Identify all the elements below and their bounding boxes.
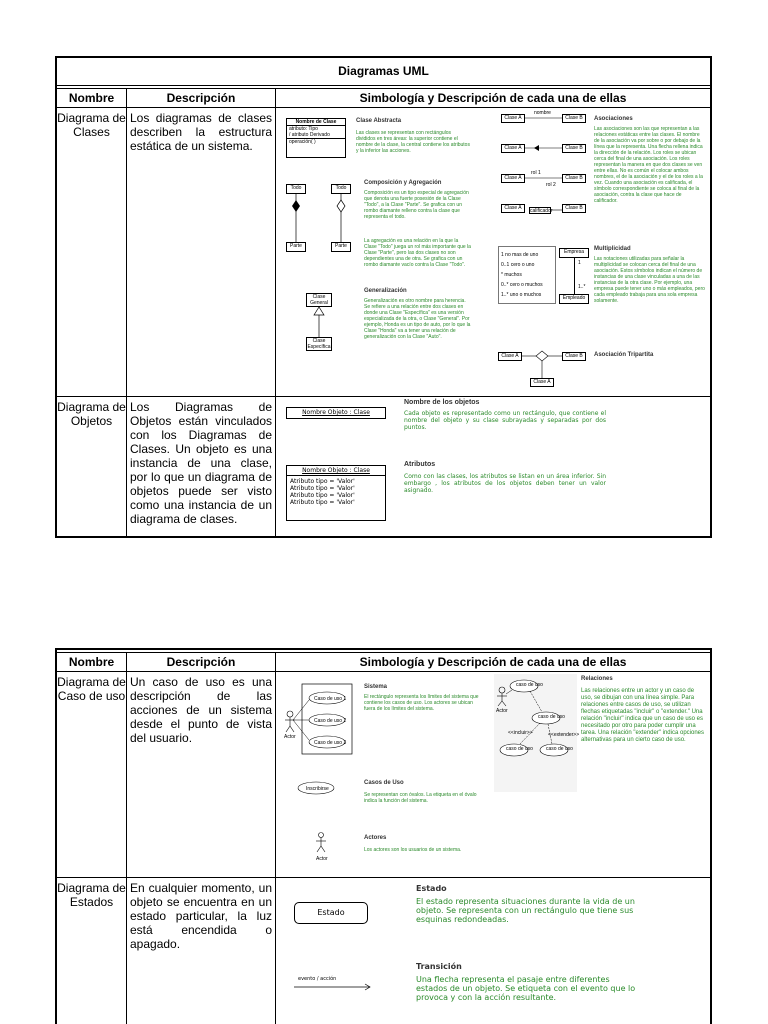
actores-text: Los actores son los usuarios de un sistema.	[364, 847, 462, 853]
tri-clase-a-bottom: Clase A	[530, 378, 554, 387]
uml-table-2	[55, 648, 712, 1024]
assoc-rol1: rol 1	[531, 170, 541, 176]
use-case-oval-label: Inscribirse	[306, 786, 329, 792]
object-attributes-box: Nombre Objeto : Clase Atributo tipo = 'Valor' Atributo tipo = 'Valor' Atributo tipo = 'Valor' Atributo tipo = 'Valor'	[286, 465, 386, 521]
sistema-heading: Sistema	[364, 684, 388, 690]
assoc-clase-a-3: Clase A	[501, 174, 525, 183]
object-diagram-figure	[276, 397, 710, 538]
assoc-calificador: calificador	[530, 208, 553, 214]
generalization-text: Generalización es otro nombre para herencia. Se refiere a una relación entre dos clases en donde una Clase "Específica" es una versión especializada de la otra, o Clase "General". Por ejemplo, Honda es un tipo de auto, por lo que la Clase "Honda" va a tener una relación de generalización con la Clase "Auto".	[364, 298, 471, 340]
row-description: En cualquier momento, un objeto se encuentra en un estado particular, la luz está encendida o apagado.	[127, 878, 276, 1024]
object-name-text: Cada objeto es representado como un rectángulo, que contiene el nombre del objeto y su clase subrayadas y separadas por dos puntos.	[404, 410, 606, 431]
clase-especifica-box: Clase Específica	[307, 338, 331, 350]
row-name: Diagrama de Objetos	[57, 397, 127, 538]
assoc-clase-a-4: Clase A	[501, 204, 525, 213]
rel-incluir-label: <<incluir>>	[508, 730, 533, 736]
rel-caso-label-3: caso de uso	[506, 746, 533, 752]
tri-clase-b: Clase B	[562, 352, 586, 361]
rel-caso-label-1: caso de uso	[516, 682, 543, 688]
generalization-arrow	[306, 307, 332, 337]
assoc-clase-b-1: Clase B	[562, 114, 586, 123]
table-header-row	[57, 88, 710, 108]
object-name-heading: Nombre de los objetos	[404, 399, 480, 406]
relaciones-text: Las relaciones entre un actor y un caso de uso, se dibujan con una línea simple. Para relaciones entre casos de uso, se utilizan flechas etiquetadas "incluir" o "extender." Una relación "incluir" indica que un caso de uso es necesitado por otro para poder cumplir una tarea. Una relación "extender" indica opciones alternativas para un cierto caso de uso.	[581, 688, 704, 743]
tri-clase-a: Clase A	[498, 352, 522, 361]
use-case-figure	[276, 672, 710, 877]
todo-box-2: Todo	[331, 184, 351, 194]
use-case-2-label: Caso de uso 2	[314, 718, 347, 724]
row-description: Los Diagramas de Objetos están vinculados con los Diagramas de Clases. Un objeto es una instancia de una clase, por lo que un diagrama de objetos puede ser visto como una instancia de un diagrama de clases.	[127, 397, 276, 538]
table-header-row	[57, 652, 710, 672]
parte-box-2: Parte	[331, 242, 351, 252]
empleado-box: Empleado	[559, 294, 589, 304]
assoc-rol2: rol 2	[546, 182, 556, 188]
clase-general-box: Clase General	[306, 293, 332, 307]
row-name: Diagrama de Estados	[57, 878, 127, 1024]
rel-caso-label-2: caso de uso	[538, 714, 565, 720]
abstract-text: Las clases se representan con rectángulos divididos en tres áreas: la superior contiene el nombre de la clase, la central contiene los atributos y la inferior las acciones.	[356, 130, 470, 154]
table-row-objetos	[57, 397, 710, 538]
rel-extender-label: <<extender>>	[548, 732, 580, 738]
row-description: Un caso de uso es una descripción de las acciones de un sistema desde el punto de vista del usuario.	[127, 672, 276, 877]
abstract-heading: Clase Abstracta	[356, 118, 402, 124]
aggregation-text: La agregación es una relación en la que la Clase "Todo" juega un rol más importante que la Clase "Parte", pero las dos clases no son dependientes una de otra. Se grafica con un rombo diamante vacío contra la Clase "Todo".	[364, 238, 471, 268]
assoc-clase-b-2: Clase B	[562, 144, 586, 153]
parte-box-1: Parte	[286, 242, 306, 252]
actor-icon	[314, 832, 328, 856]
assoc-lines	[525, 116, 562, 216]
class-box: Nombre de Clase atributo: Tipo / atributo Derivado operación( )	[286, 118, 346, 158]
actor-icon-label: Actor	[316, 856, 328, 862]
class-diagram-figure: Nombre de Clase atributo: Tipo / atributo Derivado operación( ) Clase Abstracta Las clases se representan con rectángulos divididos en tres áreas: la superior contiene el nombre de la clase, la central contiene los atributos y la inferior las acciones. Todo Todo Parte Parte Composición y Agregación Composición es un tipo especial de agregación que denota una fuerte posesión de la Clase "Todo", a la Clase "Parte". Se grafica con un rombo diamante relleno contra la clase que representa el todo. La agregación es una relación en la que la Clase "Todo" juega un rol más importante que la Clase "Parte", pero las dos clases no son dependientes una de otra. Se grafica con un rombo diamante vacío contra la Clase "Todo". Clase General Clase Específica Generalización Generalización es otro nombre para herencia. Se refiere a una relación entre dos clases en donde una Clase "Específica" es una versión especializada de la otra, o Clase "General". Por ejemplo, Honda es un tipo de auto, por lo que la Clase "Honda" va a tener una relación de generalización con la Clase "Auto". Clase A nombre Clase B Clase A Clase B Clase A rol 1 rol 2 Clase B Clase A calificador Clase B Asociaciones Las asociaciones son las que representan a las relaciones estáticas entre las clases. El nombre de la asociación va por sobre o por debajo de la línea que la representa. Una flecha rellena indica la dirección de la relación. Los roles se ubican cerca del final de una asociación. Los roles representan la manera en que dos clases se ven entre ellas. No es común el colocar ambos nombres, el de la asociación y el de los roles a la vez. Cuando una asociación es calificada, el símbolo correspondiente se coloca al final de la asociación, contra la clase que hace de calificador. 1 no mas de uno 0..1 cero o uno * muchos 0..* cero o muchos 1..* uno o muchos Empresa 1 1..* Empleado Multiplicidad Las notaciones utilizadas para señalar la multiplicidad se colocan cerca del final de una asociación. Estos símbolos indican el número de instancias de una clase vinculadas a una de las instancias de la otra clase. Por ejemplo, una empresa puede tener uno o más empleados, pero cada empleado trabaja para una sola empresa solamente. Clase A Clase B Clase A Asociación Tripartita	[276, 108, 710, 396]
use-case-3-label: Caso de uso 3	[314, 740, 347, 746]
header-simbologia: Simbología y Descripción de cada una de ellas	[359, 91, 627, 105]
state-box: Estado	[294, 902, 368, 924]
object-name-box: Nombre Objeto : Clase	[286, 407, 386, 419]
assoc-clase-b-4: Clase B	[562, 204, 586, 213]
table-row-caso-de-uso	[57, 672, 710, 878]
todo-box-1: Todo	[286, 184, 306, 194]
actores-heading: Actores	[364, 835, 387, 841]
empresa-box: Empresa	[559, 248, 589, 258]
casos-text: Se representan con óvalos. La etiqueta en el óvalo indica la función del sistema.	[364, 792, 477, 804]
estado-text: El estado representa situaciones durante la vida de un objeto. Se representa con un rectángulo que tiene sus esquinas redondeadas.	[416, 897, 635, 924]
composition-text: Composición es un tipo especial de agregación que denota una fuerte posesión de la Clase "Todo", a la Clase "Parte". Se grafica con un rombo diamante relleno contra la clase que representa el todo.	[364, 190, 469, 220]
tripartite-heading: Asociación Tripartita	[594, 352, 654, 358]
header-descripcion: Descripción	[127, 89, 276, 107]
transicion-text: Una flecha representa el pasaje entre diferentes estados de un objeto. Se etiqueta con el evento que lo provoca y con la acción resultante.	[416, 975, 636, 1002]
assoc-clase-a-1: Clase A	[501, 114, 525, 123]
state-diagram-figure	[276, 878, 710, 1024]
header-simbologia: Simbología y Descripción de cada una de ellas	[359, 655, 627, 669]
rel-caso-label-4: caso de uso	[546, 746, 573, 752]
use-case-1-label: Caso de uso 1	[314, 696, 347, 702]
row-description: Los diagramas de clases describen la estructura estática de un sistema.	[127, 108, 276, 396]
transition-arrow-icon	[294, 982, 374, 992]
tripartite-diamond	[522, 350, 562, 380]
assoc-nombre-label: nombre	[534, 110, 551, 116]
row-name: Diagrama de Clases	[57, 108, 127, 396]
header-descripcion: Descripción	[127, 653, 276, 671]
relaciones-heading: Relaciones	[581, 676, 613, 682]
attributes-text: Como con las clases, los atributos se listan en un área inferior. Sin embargo , los atributos de los objetos deben tener un valor asignado.	[404, 473, 606, 494]
assoc-clase-a-2: Clase A	[501, 144, 525, 153]
casos-heading: Casos de Uso	[364, 780, 404, 786]
multiplicity-text: Las notaciones utilizadas para señalar la multiplicidad se colocan cerca del final de una asociación. Estos símbolos indican el número de instancias de una clase vinculadas a una de las instancias de la otra clase. Por ejemplo, una empresa puede tener uno o más empleados, pero cada empleado trabaja para una sola empresa solamente.	[594, 256, 705, 304]
assoc-text: Las asociaciones son las que representan a las relaciones estáticas entre las clases. El nombre de la asociación va por sobre o por debajo de la línea que la representa. Una flecha rellena indica la dirección de la relación. Los roles se ubican cerca del final de una asociación. Los roles representan la manera en que dos clases se ven entre ellas. No es común el colocar ambos nombres, el de la asociación y el de los roles a la vez. Cuando una asociación es calificada, el símbolo correspondiente se coloca al final de la asociación, contra la clase que hace de calificador.	[594, 126, 703, 204]
generalization-heading: Generalización	[364, 288, 407, 294]
multiplicity-list: 1 no mas de uno 0..1 cero o uno * muchos 0..* cero o muchos 1..* uno o muchos	[498, 246, 556, 304]
table-title-row	[57, 58, 710, 86]
actor-label: Actor	[284, 734, 296, 740]
estado-heading: Estado	[416, 884, 447, 893]
composition-heading: Composición y Agregación	[364, 180, 442, 186]
transicion-heading: Transición	[416, 962, 462, 971]
assoc-heading: Asociaciones	[594, 116, 633, 122]
composition-lines	[286, 194, 356, 244]
sistema-text: El rectángulo representa los límites del sistema que contiene los casos de uso. Los actores se ubican fuera de los límites del sistema.	[364, 694, 479, 712]
assoc-clase-b-3: Clase B	[562, 174, 586, 183]
uml-table-1	[55, 56, 712, 538]
table-title: Diagramas UML	[338, 64, 429, 78]
rel-actor-label: Actor	[496, 708, 508, 714]
header-nombre: Nombre	[57, 653, 127, 671]
transition-label: evento / acción	[298, 976, 337, 982]
attributes-heading: Atributos	[404, 461, 436, 468]
table-row-clases	[57, 108, 710, 397]
table-row-estados	[57, 878, 710, 1024]
header-nombre: Nombre	[57, 89, 127, 107]
row-name: Diagrama de Caso de uso	[57, 672, 127, 877]
multiplicity-heading: Multiplicidad	[594, 246, 631, 252]
